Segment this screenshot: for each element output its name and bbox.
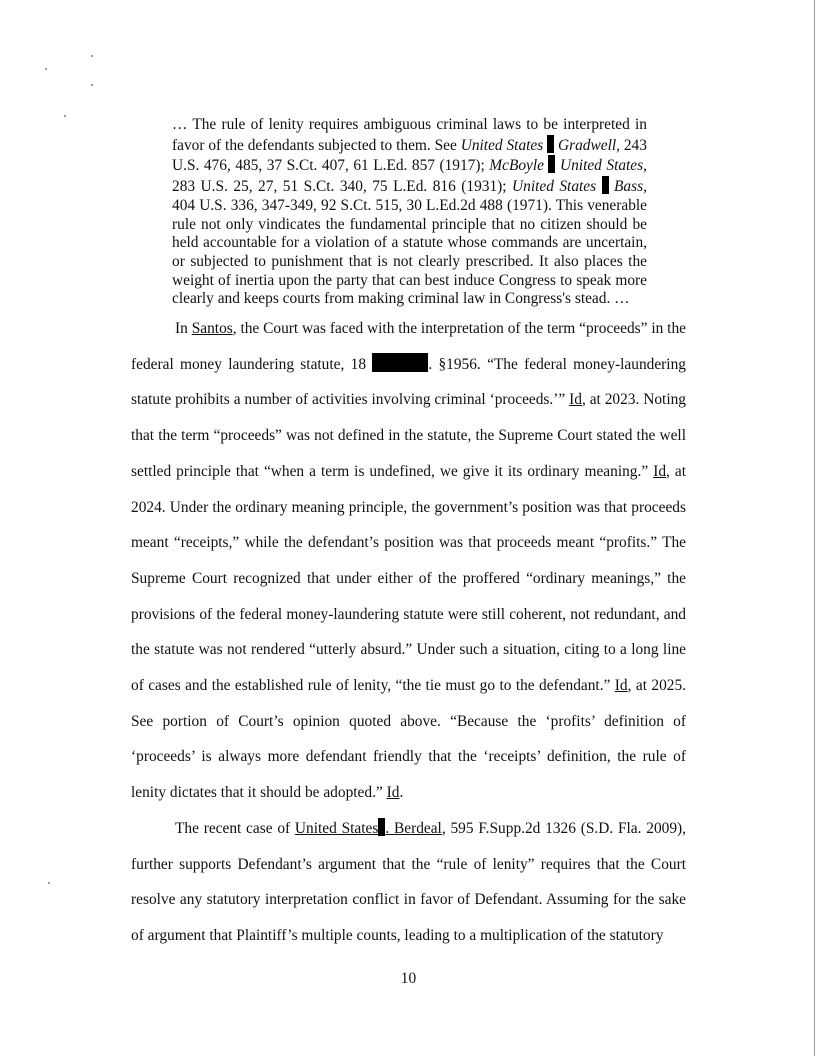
case-name: Gradwell,	[557, 136, 620, 154]
paragraph-text: In	[175, 320, 188, 337]
scan-speck	[48, 882, 50, 884]
quote-text: … The rule of lenity requires ambiguous criminal laws to be interpreted in favor of the defendants subjected to them. See	[172, 116, 647, 154]
redaction-bar	[602, 176, 609, 194]
paragraph-berdeal	[131, 811, 686, 954]
id-citation: Id	[386, 784, 400, 802]
id-citation: Id	[653, 462, 667, 480]
page-edge	[814, 0, 815, 1056]
quote-text: This venerable rule not only vindicates the fundamental principle that no citizen should be held accountable for a violation of a statute whose commands are uncertain, or subjected to punishment that is not clearly prescribed. It also places the weight of inertia upon the party that can best induce Congress to speak more clearly and keeps courts from making criminal law in Congress's stead. …	[172, 196, 648, 308]
id-citation: Id	[614, 677, 628, 695]
block-quote	[172, 116, 647, 309]
scan-speck	[91, 55, 93, 57]
case-reference: United States	[294, 819, 379, 837]
page-number: 10	[400, 970, 417, 987]
redaction-bar	[372, 353, 428, 372]
case-citation: 243 U.S. 476, 485, 37 S.Ct. 407, 61 L.Ed. 857 (1917);	[172, 136, 647, 175]
case-citation: 283 U.S. 25, 27, 51 S.Ct. 340, 75 L.Ed. 816 (1931);	[172, 178, 507, 196]
case-party: McBoyle	[489, 157, 544, 175]
redaction-bar	[547, 135, 554, 153]
case-party: United States	[512, 178, 597, 196]
case-name: Bass,	[614, 178, 647, 196]
scan-speck	[64, 115, 66, 117]
paragraph-text: .	[399, 784, 404, 802]
paragraph-text: , the Court was faced with the interpretation of the term “proceeds” in the federal money laundering statute, 18	[131, 320, 686, 373]
paragraph-text: . §1956. “The federal money-laundering statute prohibits a number of activities involving criminal ‘proceeds.’”	[131, 355, 686, 409]
case-reference: Santos	[191, 320, 233, 337]
case-reference: . Berdeal	[385, 819, 442, 837]
case-party: United States,	[559, 157, 647, 175]
case-party: United States	[460, 136, 544, 154]
scan-speck	[45, 68, 47, 70]
paragraph-text: , at 2024. Under the ordinary meaning principle, the government’s position was that proceeds meant “receipts,” while the defendant’s position was that proceeds meant “profits.” The Supreme Court recognized that under either of the proffered “ordinary meanings,” the provisions of the federal money-laundering statute were still coherent, not redundant, and the statute was not rendered “utterly absurd.” Under such a situation, citing to a long line of cases and the established rule of lenity, “the tie must go to the defendant.”	[131, 462, 686, 695]
scan-speck	[91, 84, 93, 86]
paragraph-text: , at 2025. See portion of Court’s opinion quoted above. “Because the ‘profits’ definition of ‘proceeds’ is always more defendant friendly that the ‘receipts’ definition, the rule of lenity dictates that it should be adopted.”	[131, 677, 687, 802]
id-citation: Id	[569, 391, 582, 409]
paragraph-text: , at 2023. Noting that the term “proceeds” was not defined in the statute, the Supreme Court stated the well settled principle that “when a term is undefined, we give it its ordinary meaning.”	[131, 391, 686, 480]
paragraph-santos	[131, 311, 686, 811]
case-citation: 404 U.S. 336, 347-349, 92 S.Ct. 515, 30 L.Ed.2d 488 (1971).	[172, 196, 552, 214]
redaction-bar	[548, 155, 555, 173]
paragraph-text: , 595 F.Supp.2d 1326 (S.D. Fla. 2009), further supports Defendant’s argument that the “rule of lenity” requires that the Court resolve any statutory interpretation conflict in favor of Defendant. Assuming for the sake of argument that Plaintiff’s multiple counts, leading to a multiplication of the statutory	[131, 819, 687, 944]
body-text	[131, 311, 686, 954]
paragraph-text: The recent case of	[175, 819, 291, 837]
